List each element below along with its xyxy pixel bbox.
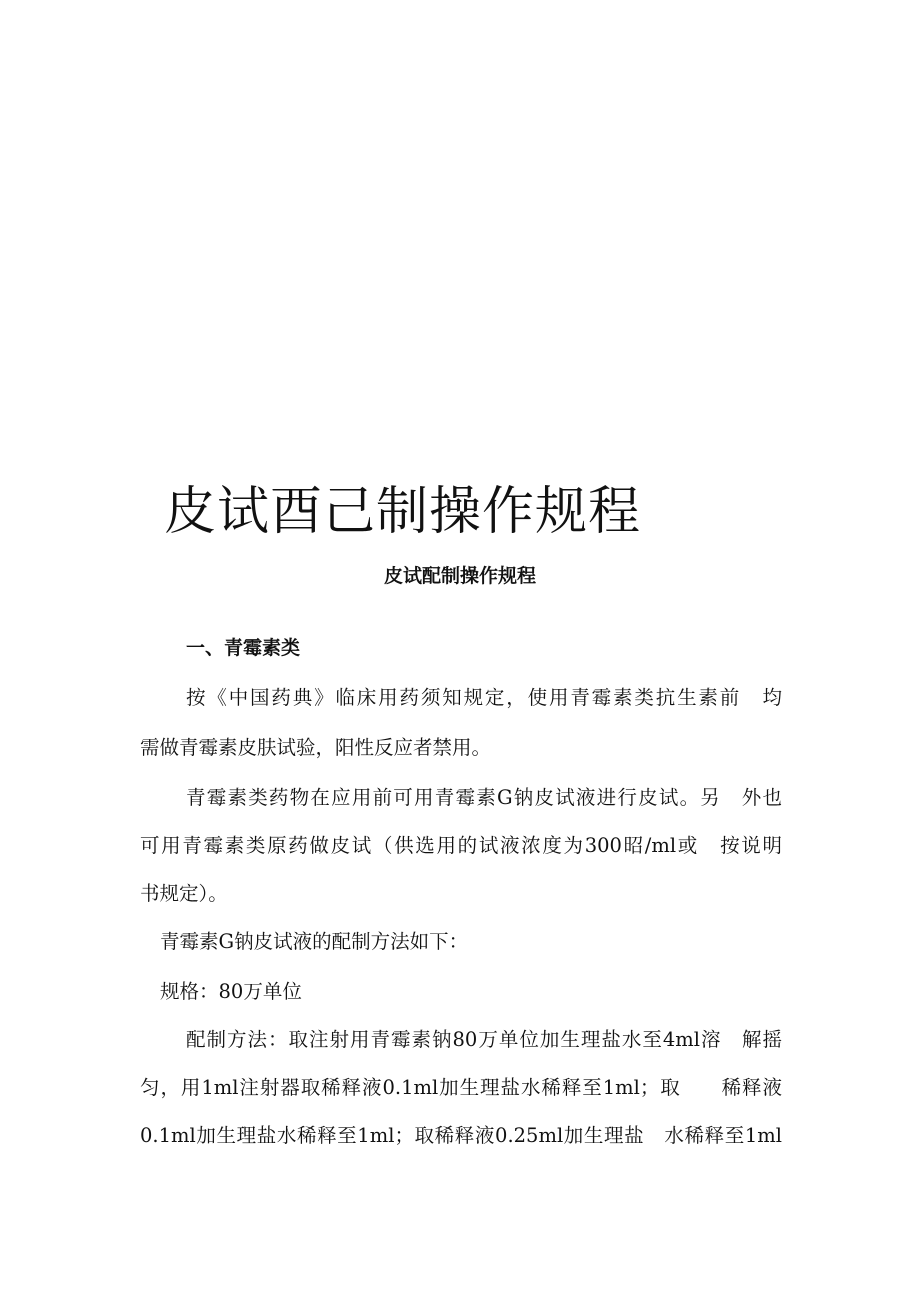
- section-heading-penicillin: 一、青霉素类: [186, 637, 301, 659]
- method-line-1: 配制方法：取注射用青霉素钠80万单位加生理盐水至4ml溶 解摇: [186, 1028, 782, 1051]
- method-line-3: 0.1ml加生理盐水稀释至1ml；取稀释液0.25ml加生理盐 水稀释至1ml: [140, 1124, 782, 1147]
- paragraph-2-line-2: 可用青霉素类原药做皮试（供选用的试液浓度为300昭/ml或 按说明: [140, 834, 782, 857]
- paragraph-2-line-1: 青霉素类药物在应用前可用青霉素G钠皮试液进行皮试。另 外也: [186, 786, 782, 809]
- specification-line: 规格：80万单位: [160, 980, 302, 1003]
- paragraph-1-line-1: 按《中国药典》临床用药须知规定，使用青霉素类抗生素前 均: [186, 686, 782, 709]
- document-subtitle: 皮试配制操作规程: [383, 565, 536, 587]
- paragraph-1-line-2: 需做青霉素皮肤试验，阳性反应者禁用。: [140, 736, 492, 759]
- method-line-2: 匀，用1ml注射器取稀释液0.1ml加生理盐水稀释至1ml；取 稀释液: [140, 1076, 782, 1099]
- paragraph-2-line-3: 书规定）。: [140, 882, 228, 905]
- preparation-intro: 青霉素G钠皮试液的配制方法如下：: [160, 930, 469, 953]
- document-big-title: 皮试酉己制操作规程: [164, 482, 642, 542]
